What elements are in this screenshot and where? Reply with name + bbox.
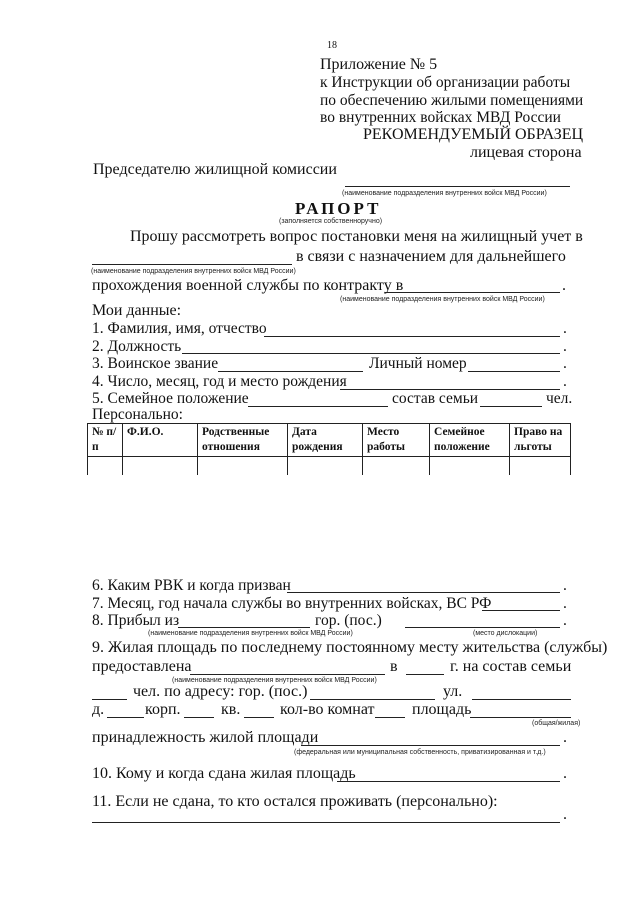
item-2-label: 2. Должность: [92, 338, 182, 355]
request-hint-1: (наименование подразделения внутренних войск МВД России): [91, 268, 296, 275]
period: .: [563, 612, 567, 629]
personal-heading: Персонально:: [92, 406, 183, 423]
location-field[interactable]: [405, 627, 560, 628]
people-count-field[interactable]: [92, 699, 127, 700]
table-cell[interactable]: [510, 457, 571, 476]
appendix-label: Приложение № 5: [320, 56, 438, 73]
item-9-hint: (наименование подразделения внутренних войск МВД России): [172, 677, 377, 684]
request-line-2: в связи с назначением для дальнейшего: [296, 248, 566, 265]
period: .: [563, 806, 567, 823]
street-field[interactable]: [472, 699, 571, 700]
addressee: Председателю жилищной комиссии: [93, 161, 337, 178]
header-line-3: во внутренних войсках МВД России: [320, 109, 561, 126]
period: .: [562, 277, 566, 294]
street-label: ул.: [443, 683, 463, 700]
ownership-hint: (федеральная или муниципальная собственность, приватизированная и т.д.): [294, 749, 546, 756]
item-11-label: 11. Если не сдана, то кто остался проживать (персонально):: [92, 793, 498, 810]
col-workplace: Место работы: [363, 424, 430, 457]
table-cell[interactable]: [123, 457, 198, 476]
item-7-label: 7. Месяц, год начала службы во внутренних войсках, ВС РФ: [92, 595, 492, 612]
period: .: [563, 338, 567, 355]
request-line-1: Прошу рассмотреть вопрос постановки меня на жилищный учет в: [130, 228, 583, 245]
period: .: [563, 320, 567, 337]
item-8-label: 8. Прибыл из: [92, 612, 180, 629]
item-9-label: 9. Жилая площадь по последнему постоянному месту жительства (службы): [92, 639, 608, 656]
service-start-field[interactable]: [482, 610, 560, 611]
residents-field[interactable]: [92, 822, 560, 823]
sample-label: РЕКОМЕНДУЕМЫЙ ОБРАЗЕЦ: [363, 126, 584, 143]
building-field[interactable]: [184, 717, 214, 718]
item-10-label: 10. Кому и когда сдана жилая площадь: [92, 765, 356, 782]
item-8-hint-2: (место дислокации): [473, 630, 538, 637]
col-name: Ф.И.О.: [123, 424, 198, 457]
personal-number-label: Личный номер: [369, 355, 467, 372]
apartment-label: кв.: [221, 701, 241, 718]
period: .: [563, 765, 567, 782]
request-hint-2: (наименование подразделения внутренних войск МВД России): [340, 296, 545, 303]
apartment-field[interactable]: [244, 717, 274, 718]
ownership-label: принадлежность жилой площади: [92, 729, 319, 746]
my-data-heading: Мои данные:: [92, 302, 182, 319]
arrived-from-field[interactable]: [178, 627, 310, 628]
family-size-field[interactable]: [480, 406, 542, 407]
table-cell[interactable]: [288, 457, 363, 476]
table-row[interactable]: [88, 457, 571, 476]
year-field[interactable]: [406, 674, 444, 675]
contract-unit-field[interactable]: [385, 292, 560, 293]
family-members-table: [87, 423, 571, 475]
col-marital: Семейное положение: [430, 424, 510, 457]
family-size-label: состав семьи: [392, 390, 479, 407]
building-label: корп.: [145, 701, 181, 718]
conscription-field[interactable]: [287, 592, 560, 593]
year-family-label: г. на состав семьи: [450, 658, 572, 675]
table-cell[interactable]: [430, 457, 510, 476]
item-5-label: 5. Семейное положение: [92, 390, 249, 407]
area-field[interactable]: [470, 717, 571, 718]
persons-unit: чел.: [546, 390, 573, 407]
item-4-label: 4. Число, месяц, год и место рождения: [92, 373, 347, 390]
marital-status-field[interactable]: [248, 406, 388, 407]
page-number: 18: [327, 40, 337, 51]
personal-number-field[interactable]: [468, 371, 560, 372]
address-city-field[interactable]: [310, 699, 435, 700]
ownership-field[interactable]: [301, 745, 560, 746]
col-number: № п/п: [88, 424, 123, 457]
request-unit-field[interactable]: [92, 264, 292, 265]
addressee-hint: (наименование подразделения внутренних войск МВД России): [342, 190, 547, 197]
period: .: [563, 373, 567, 390]
handed-over-field[interactable]: [337, 781, 560, 782]
period: .: [563, 355, 567, 372]
area-label: площадь: [412, 701, 472, 718]
col-benefits: Право на льготы: [510, 424, 571, 457]
military-rank-field[interactable]: [218, 371, 363, 372]
header-line-1: к Инструкции об организации работы: [320, 74, 571, 91]
period: .: [563, 595, 567, 612]
col-relation: Родственные отношения: [198, 424, 288, 457]
house-label: д.: [92, 701, 105, 718]
period: .: [563, 577, 567, 594]
addressee-field[interactable]: [345, 186, 570, 187]
address-city-label: чел. по адресу: гор. (пос.): [133, 683, 308, 700]
position-field[interactable]: [182, 353, 560, 354]
request-line-3: прохождения военной службы по контракту в: [92, 277, 404, 294]
item-6-label: 6. Каким РВК и когда призван: [92, 577, 291, 594]
provided-label: предоставлена: [92, 658, 192, 675]
period: .: [563, 729, 567, 746]
in-label: в: [390, 658, 398, 675]
item-3-label: 3. Воинское звание: [92, 355, 219, 372]
table-cell[interactable]: [363, 457, 430, 476]
title-hint: (заполняется собственноручно): [279, 218, 383, 225]
city-label: гор. (пос.): [315, 612, 382, 629]
provided-unit-field[interactable]: [190, 674, 385, 675]
full-name-field[interactable]: [264, 336, 560, 337]
side-label: лицевая сторона: [470, 144, 582, 161]
rooms-field[interactable]: [375, 717, 405, 718]
document-title: РАПОРТ: [295, 199, 382, 218]
table-header-row: [88, 424, 571, 457]
col-birthdate: Дата рождения: [288, 424, 363, 457]
table-cell[interactable]: [198, 457, 288, 476]
area-hint: (общая/жилая): [532, 720, 581, 727]
header-line-2: по обеспечению жилыми помещениями: [320, 92, 584, 109]
table-cell[interactable]: [88, 457, 123, 476]
item-8-hint-1: (наименование подразделения внутренних войск МВД России): [148, 630, 353, 637]
house-field[interactable]: [107, 717, 144, 718]
item-1-label: 1. Фамилия, имя, отчество: [92, 320, 267, 337]
rooms-label: кол-во комнат: [280, 701, 375, 718]
